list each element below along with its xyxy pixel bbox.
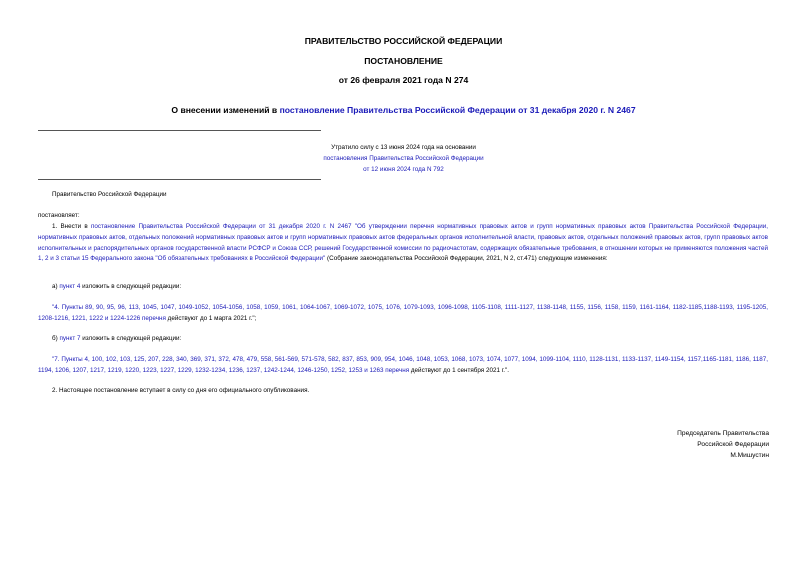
a-quote-suffix: действуют до 1 марта 2021 г."; — [165, 314, 257, 322]
b-quote-suffix: действуют до 1 сентября 2021 г.". — [409, 366, 509, 374]
b-quote-link[interactable]: "7. Пункты 4, 100, 102, 103, 125, 207, 228, 340, 369, 371, 372, 478, 479, 558, 561-569, 571-578, 582, 837, 853, 909, 954, 1046, 1048, 1053, 1068, 1073, 1074, 1077, 1094, 1099-1104, 1110, 1128-1131, 1133-1137, 1149-1154, 1157,1165-1181, 1186, 1187, 1194, 1206, 1207, 1217, 1219, 1220, 1223, 1227, 1229, 1232-1234, 1236, 1237, 1242-1244, 1246-1250, 1252, 1253 и 1263 перечня — [38, 356, 768, 374]
b-prefix: б) — [52, 335, 60, 342]
signature-name: М.Мишустин — [730, 452, 769, 459]
a-link[interactable]: пункт 4 — [59, 283, 81, 290]
signature-line2: Российской Федерации — [697, 441, 769, 448]
notice-link-1[interactable]: постановления Правительства Российской Федерации — [323, 155, 484, 162]
item1-link[interactable]: постановление Правительства Российской Федерации от 31 декабря 2020 г. N 2467 "Об утверждении перечня нормативных правовых актов и групп нормативных правовых актов Правительства Российской Федерации, нормативных правовых актов, отдельных положений нормативных правовых актов и групп нормативных правовых актов федеральных органов исполнительной власти, правовых актов, отдельных положений правовых актов, групп правовых актов исполнительных и распорядительных органов государственной власти РСФСР и Союза ССР, решений Государственной комиссии по радиочастотам, содержащих обязательные требования, в отношении которых не применяются положения частей 1, 2 и 3 статьи 15 Федерального закона "Об обязательных требованиях в Российской Федерации" — [38, 223, 768, 263]
a-suffix: изложить в следующей редакции: — [80, 283, 182, 290]
signature-block — [569, 428, 769, 461]
subject-prefix: О внесении изменений в — [171, 105, 280, 115]
item-2: 2. Настоящее постановление вступает в силу со дня его официального опубликования. — [52, 387, 310, 394]
subject-link[interactable]: постановление Правительства Российской Федерации от 31 декабря 2020 г. N 2467 — [279, 105, 636, 115]
expiry-notice — [0, 142, 807, 175]
item1-prefix: 1. Внести в — [52, 223, 91, 230]
item-1 — [38, 222, 768, 265]
notice-link-2[interactable]: от 12 июня 2024 года N 792 — [363, 166, 444, 173]
signature-line1: Председатель Правительства — [677, 430, 769, 437]
item-b-quote — [38, 355, 768, 377]
resolves-text: постановляет: — [38, 212, 80, 219]
item-b — [38, 334, 768, 345]
item-a — [38, 282, 768, 293]
org-title: ПРАВИТЕЛЬСТВО РОССИЙСКОЙ ФЕДЕРАЦИИ — [304, 36, 503, 46]
doc-date-number: от 26 февраля 2021 года N 274 — [338, 75, 469, 85]
divider-top — [38, 130, 321, 131]
doc-subject — [0, 105, 807, 115]
item-a-quote — [38, 303, 768, 325]
doc-type: ПОСТАНОВЛЕНИЕ — [364, 56, 443, 66]
item1-suffix: (Собрание законодательства Российской Федерации, 2021, N 2, ст.471) следующие изменения: — [325, 255, 608, 263]
divider-bottom — [38, 179, 321, 180]
b-suffix: изложить в следующей редакции: — [80, 335, 182, 342]
a-prefix: а) — [52, 283, 60, 290]
a-quote-link[interactable]: "4. Пункты 89, 90, 95, 96, 113, 1045, 1047, 1049-1052, 1054-1056, 1058, 1059, 1061, 1064-1067, 1069-1072, 1075, 1076, 1079-1093, 1096-1098, 1105-1108, 1111-1127, 1138-1148, 1155, 1156, 1158, 1159, 1161-1164, 1182-1185,1188-1193, 1195-1205, 1208-1216, 1221, 1222 и 1224-1226 перечня — [38, 304, 768, 322]
b-link[interactable]: пункт 7 — [59, 335, 81, 342]
intro-text: Правительство Российской Федерации — [52, 191, 167, 198]
notice-line1: Утратило силу с 13 июня 2024 года на основании — [331, 144, 476, 151]
